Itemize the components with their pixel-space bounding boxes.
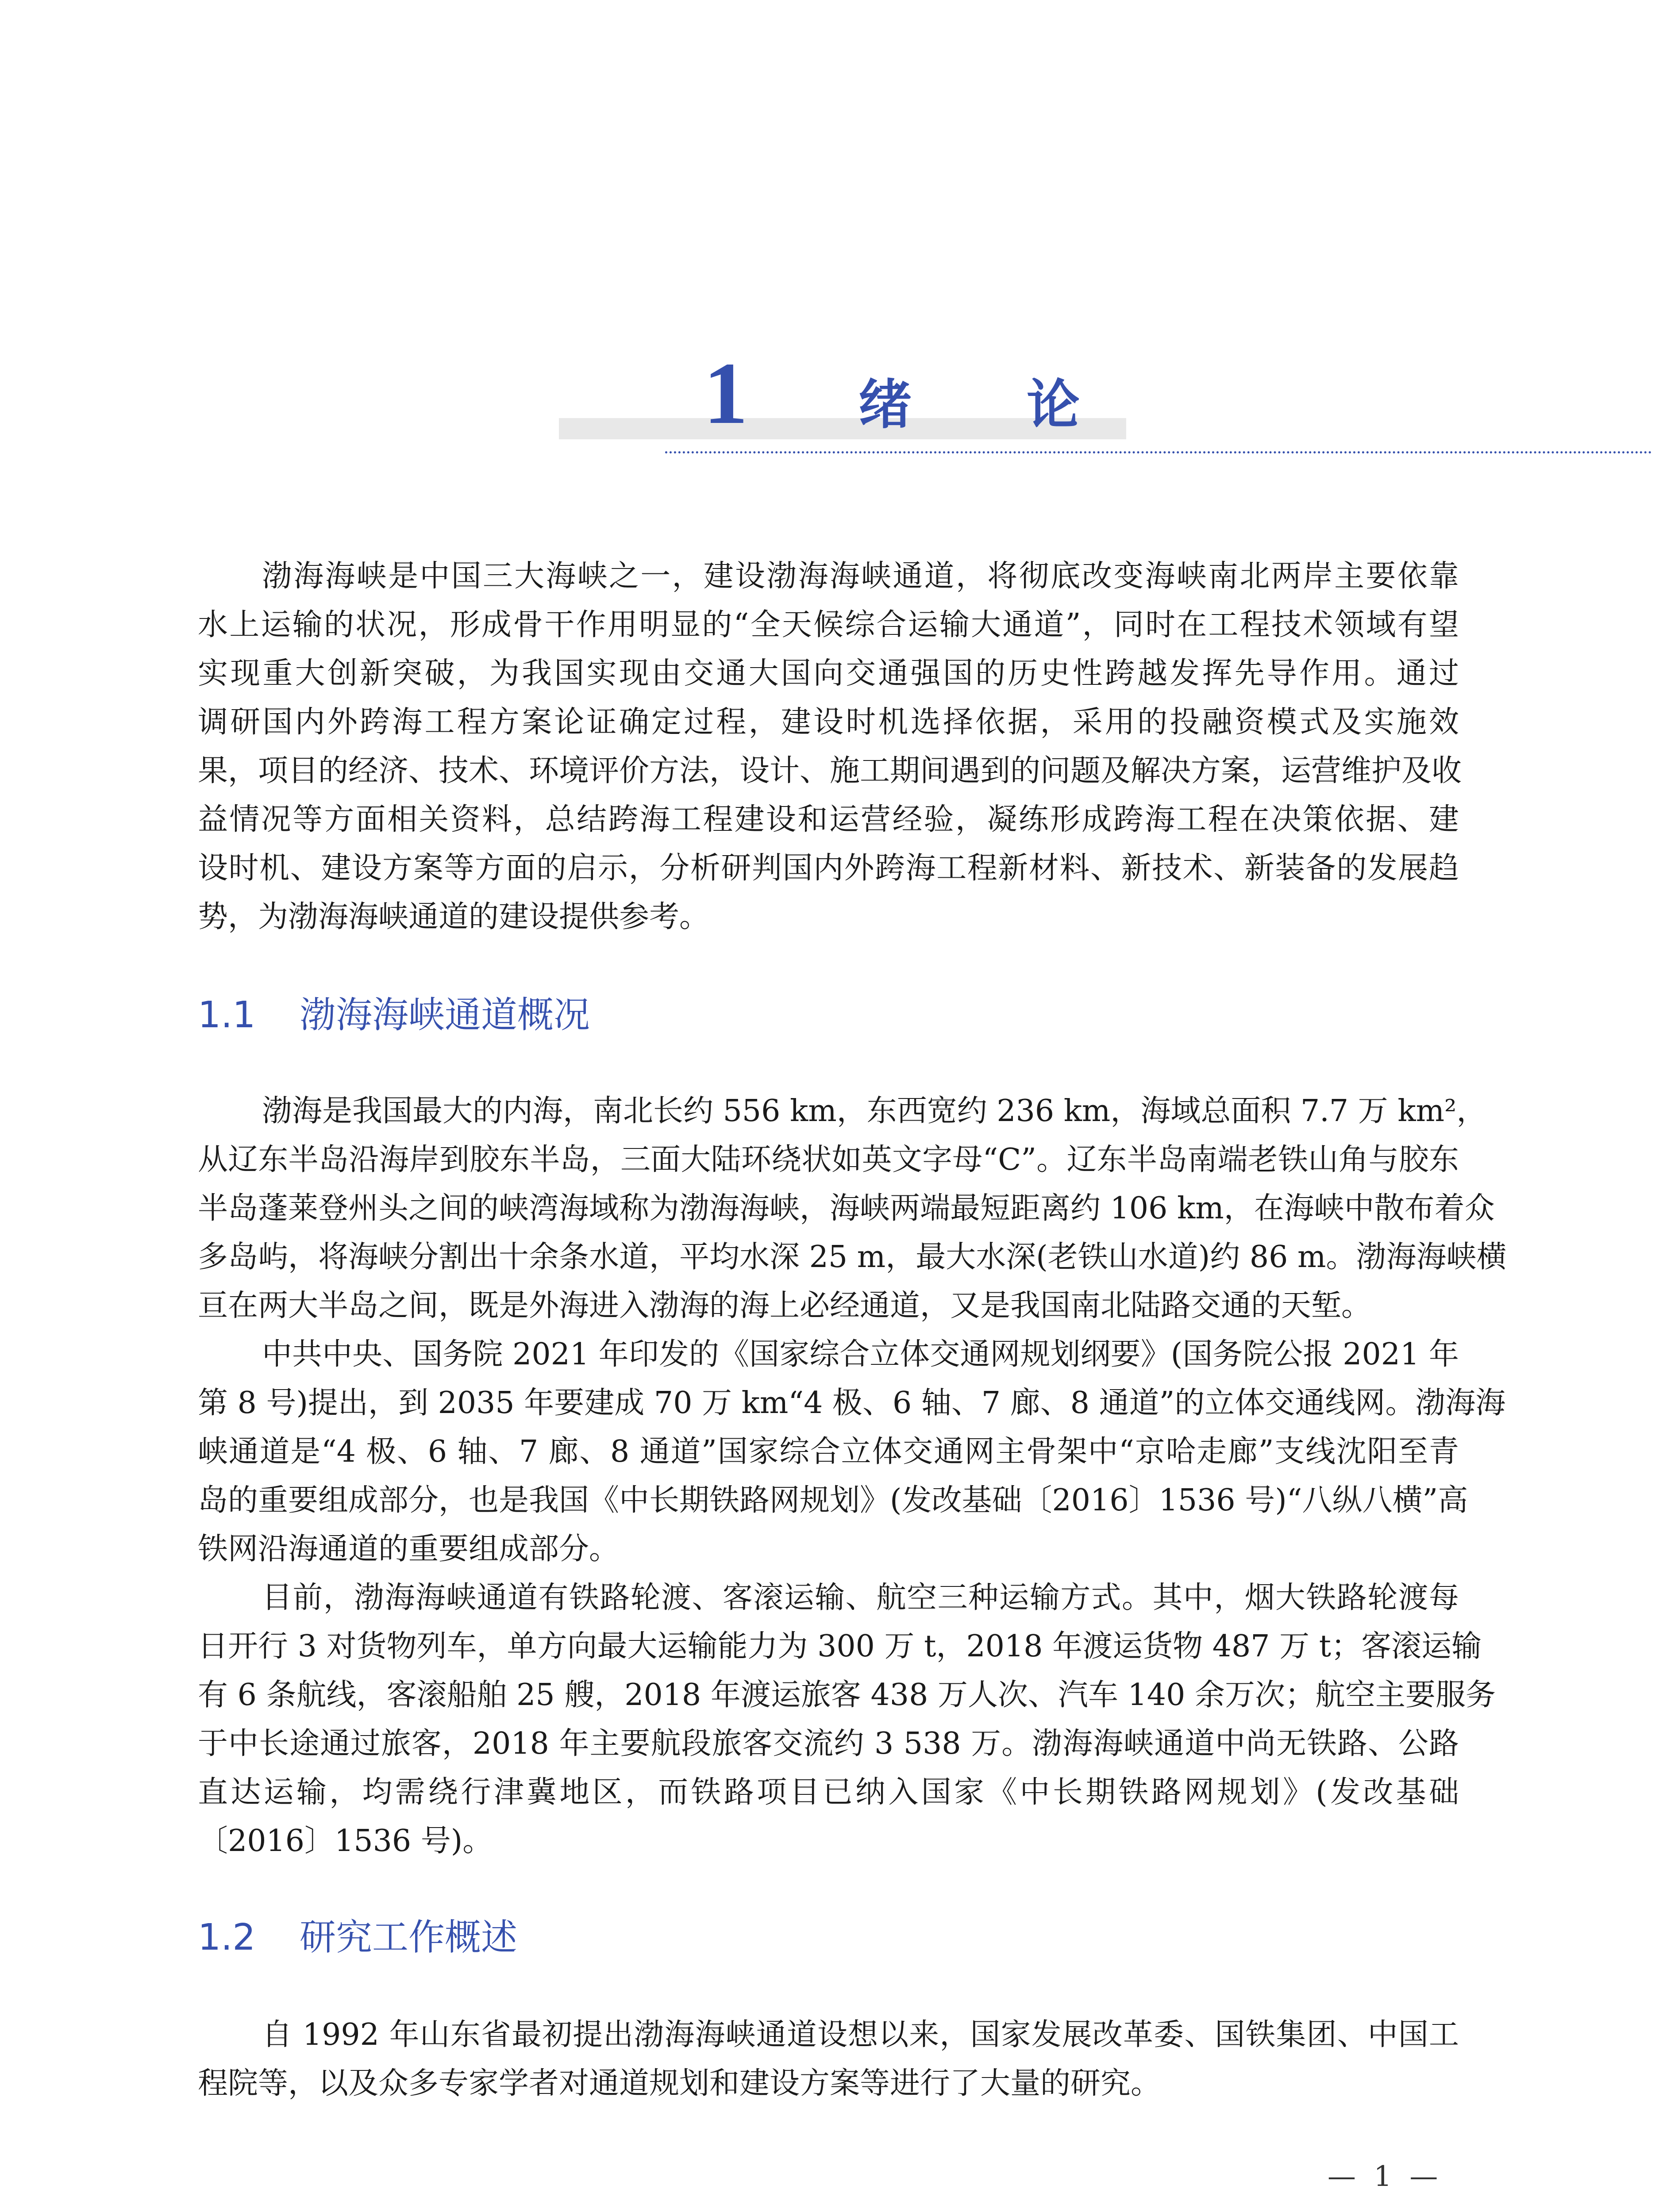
text-line: 果，项目的经济、技术、环境评价方法，设计、施工期间遇到的问题及解决方案，运营维护及收 xyxy=(198,753,1462,788)
text-line: 于中长途通过旅客，2018 年主要航段旅客交流约 3 538 万。渤海海峡通道中尚无铁路、公路 xyxy=(198,1726,1459,1761)
text-line: 有 6 条航线，客滚船舶 25 艘，2018 年渡运旅客 438 万人次、汽车 140 余万次；航空主要服务 xyxy=(198,1678,1496,1713)
intro-paragraph xyxy=(198,552,1462,941)
text-line: 自 1992 年山东省最初提出渤海海峡通道设想以来，国家发展改革委、国铁集团、中国工 xyxy=(262,2017,1459,2052)
section-number: 1.1 xyxy=(198,994,256,1036)
text-line: 日开行 3 对货物列车，单方向最大运输能力为 300 万 t，2018 年渡运货物 487 万 t；客滚运输 xyxy=(198,1629,1482,1664)
chapter-title: 绪论 xyxy=(858,373,1195,436)
text-line: 实现重大创新突破，为我国实现由交通大国向交通强国的历史性跨越发挥先导作用。通过 xyxy=(198,656,1459,691)
text-line: 中共中央、国务院 2021 年印发的《国家综合立体交通网规划纲要》(国务院公报 2021 年 xyxy=(262,1337,1459,1372)
text-line: 直达运输，均需绕行津冀地区，而铁路项目已纳入国家《中长期铁路网规划》(发改基础 xyxy=(198,1775,1459,1810)
section-number: 1.2 xyxy=(198,1916,256,1959)
text-line: 从辽东半岛沿海岸到胶东半岛，三面大陆环绕状如英文字母“C”。辽东半岛南端老铁山角与胶东 xyxy=(198,1142,1459,1177)
text-line: 铁网沿海通道的重要组成部分。 xyxy=(198,1532,620,1567)
section-title: 研究工作概述 xyxy=(300,1916,518,1959)
text-line: 目前，渤海海峡通道有铁路轮渡、客滚运输、航空三种运输方式。其中，烟大铁路轮渡每 xyxy=(262,1580,1459,1615)
chapter-number: 1 xyxy=(704,345,748,442)
text-line: 益情况等方面相关资料，总结跨海工程建设和运营经验，凝练形成跨海工程在决策依据、建 xyxy=(198,802,1459,837)
text-line: 渤海海峡是中国三大海峡之一，建设渤海海峡通道，将彻底改变海峡南北两岸主要依靠 xyxy=(262,559,1459,594)
text-line: 峡通道是“4 极、6 轴、7 廊、8 通道”国家综合立体交通网主骨架中“京哈走廊”支线沈阳至青 xyxy=(198,1434,1459,1469)
text-line: 半岛蓬莱登州头之间的峡湾海域称为渤海海峡，海峡两端最短距离约 106 km，在海峡中散布着众 xyxy=(198,1191,1495,1226)
text-line: 渤海是我国最大的内海，南北长约 556 km，东西宽约 236 km，海域总面积 7.7 万 km²， xyxy=(262,1094,1487,1129)
section-1-1-body xyxy=(198,1087,1507,1866)
section-1-2-body xyxy=(198,2011,1459,2108)
text-line: 设时机、建设方案等方面的启示，分析研判国内外跨海工程新材料、新技术、新装备的发展趋 xyxy=(198,851,1459,886)
text-line: 岛的重要组成部分，也是我国《中长期铁路网规划》(发改基础〔2016〕1536 号)“八纵八横”高 xyxy=(198,1483,1468,1518)
text-line: 程院等，以及众多专家学者对通道规划和建设方案等进行了大量的研究。 xyxy=(198,2066,1161,2101)
section-heading-1-2 xyxy=(198,1916,517,1960)
section-heading-1-1 xyxy=(198,993,590,1037)
page-number: — 1 — xyxy=(1328,2160,1443,2193)
text-line: 势，为渤海海峡通道的建设提供参考。 xyxy=(198,899,710,934)
section-title: 渤海海峡通道概况 xyxy=(300,994,590,1036)
text-line: 〔2016〕1536 号)。 xyxy=(198,1824,493,1859)
chapter-dotted-rule xyxy=(665,451,1652,453)
text-line: 亘在两大半岛之间，既是外海进入渤海的海上必经通道，又是我国南北陆路交通的天堑。 xyxy=(198,1288,1372,1323)
text-line: 调研国内外跨海工程方案论证确定过程，建设时机选择依据，采用的投融资模式及实施效 xyxy=(198,705,1459,740)
text-line: 水上运输的状况，形成骨干作用明显的“全天候综合运输大通道”，同时在工程技术领域有望 xyxy=(198,607,1459,642)
text-line: 多岛屿，将海峡分割出十余条水道，平均水深 25 m，最大水深(老铁山水道)约 86 m。渤海海峡横 xyxy=(198,1240,1507,1275)
text-line: 第 8 号)提出，到 2035 年要建成 70 万 km“4 极、6 轴、7 廊、8 通道”的立体交通线网。渤海海 xyxy=(198,1386,1506,1421)
